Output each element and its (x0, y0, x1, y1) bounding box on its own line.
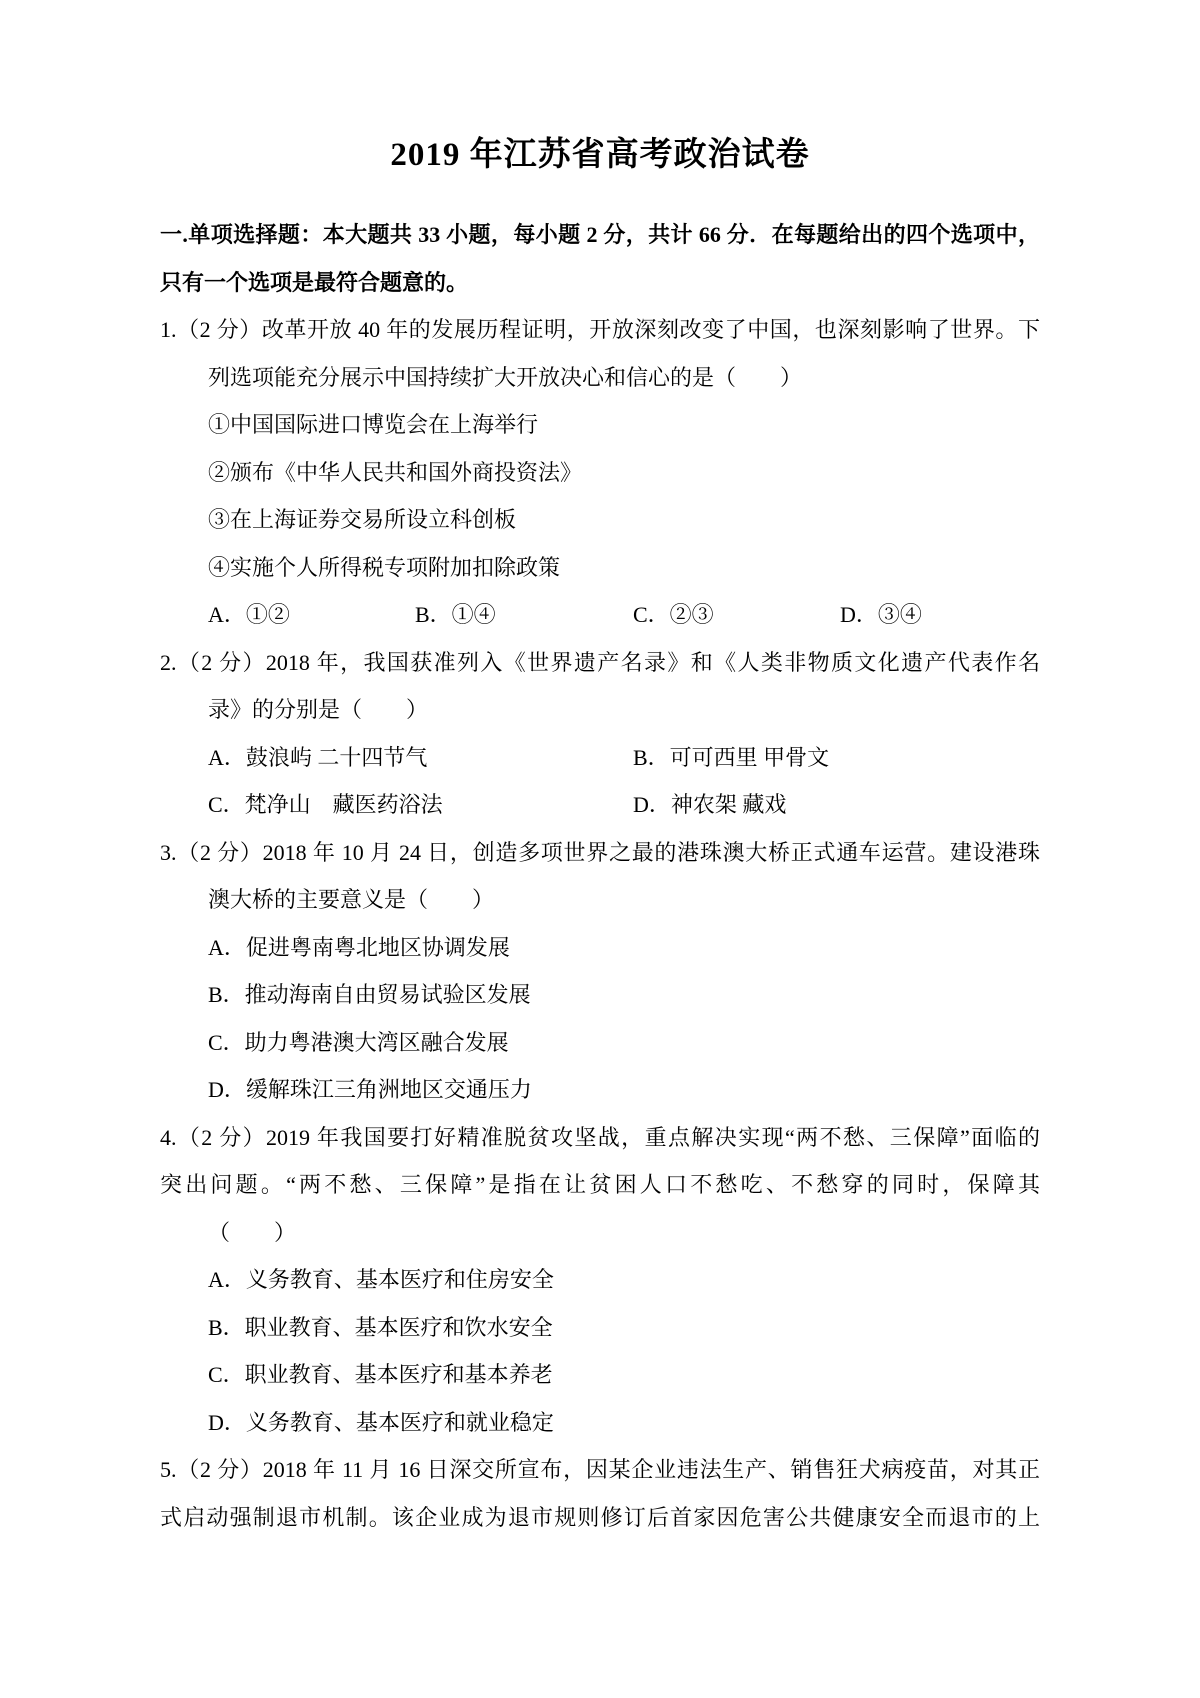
question-2-option-c: C．梵净山 藏医药浴法 (208, 792, 443, 817)
question-1-option-b: B．①④ (415, 602, 496, 627)
question-1-option-a: A．①② (208, 602, 290, 627)
question-1-option-c: C．②③ (633, 602, 714, 627)
question-2-options-row-1 (160, 734, 1040, 782)
section-header-line-2: 只有一个选项是最符合题意的。 (160, 269, 469, 295)
question-5-line-1: 5.（2 分）2018 年 11 月 16 日深交所宣布，因某企业违法生产、销售狂犬病疫苗，对其正 (160, 1457, 1040, 1482)
question-1-options-row (160, 591, 1040, 639)
question-2-option-b: B．可可西里 甲骨文 (633, 744, 830, 770)
question-3-line-1: 3.（2 分）2018 年 10 月 24 日，创造多项世界之最的港珠澳大桥正式通车运营。建设港珠 (160, 839, 1040, 865)
question-2-line-2: 录》的分别是（ ） (208, 697, 429, 722)
question-2-options-row-2 (160, 781, 1040, 829)
question-1-item-3: ③在上海证券交易所设立科创板 (208, 507, 517, 532)
question-1-item-2: ②颁布《中华人民共和国外商投资法》 (208, 459, 583, 485)
question-4-option-a: A．义务教育、基本医疗和住房安全 (208, 1267, 554, 1292)
exam-title: 2019 年江苏省高考政治试卷 (390, 137, 810, 173)
question-4-line-3: （ ） (208, 1219, 297, 1245)
question-4-line-1: 4.（2 分）2019 年我国要打好精准脱贫攻坚战，重点解决实现“两不愁、三保障”面临的 (160, 1124, 1040, 1150)
question-5-line-2: 式启动强制退市机制。该企业成为退市规则修订后首家因危害公共健康安全而退市的上 (160, 1504, 1040, 1530)
question-2-option-a: A．鼓浪屿 二十四节气 (208, 744, 428, 770)
question-3-line-2: 澳大桥的主要意义是（ ） (208, 887, 495, 912)
question-1-item-1: ①中国国际进口博览会在上海举行 (208, 412, 539, 437)
question-1-line-1: 1.（2 分）改革开放 40 年的发展历程证明，开放深刻改变了中国，也深刻影响了世界。下 (160, 317, 1040, 342)
question-4-line-2: 突出问题。“两不愁、三保障”是指在让贫困人口不愁吃、不愁穿的同时，保障其 (160, 1172, 1040, 1197)
question-3-option-d: D．缓解珠江三角洲地区交通压力 (208, 1077, 532, 1102)
question-3-option-c: C．助力粤港澳大湾区融合发展 (208, 1029, 509, 1055)
question-2-line-1: 2.（2 分）2018 年，我国获准列入《世界遗产名录》和《人类非物质文化遗产代表作名 (160, 649, 1040, 675)
question-1-option-d: D．③④ (840, 602, 922, 627)
question-1-item-4: ④实施个人所得税专项附加扣除政策 (208, 554, 561, 580)
question-4-option-b: B．职业教育、基本医疗和饮水安全 (208, 1314, 553, 1340)
question-4-option-d: D．义务教育、基本医疗和就业稳定 (208, 1409, 554, 1435)
question-4-option-c: C．职业教育、基本医疗和基本养老 (208, 1362, 553, 1387)
question-3-option-b: B．推动海南自由贸易试验区发展 (208, 982, 531, 1007)
question-2-option-d: D．神农架 藏戏 (633, 792, 787, 817)
question-3-option-a: A．促进粤南粤北地区协调发展 (208, 934, 510, 960)
question-1-line-2: 列选项能充分展示中国持续扩大开放决心和信心的是（ ） (208, 364, 803, 390)
section-header-line-1: 一.单项选择题：本大题共 33 小题，每小题 2 分，共计 66 分．在每题给出的四个选项中， (160, 222, 1040, 247)
